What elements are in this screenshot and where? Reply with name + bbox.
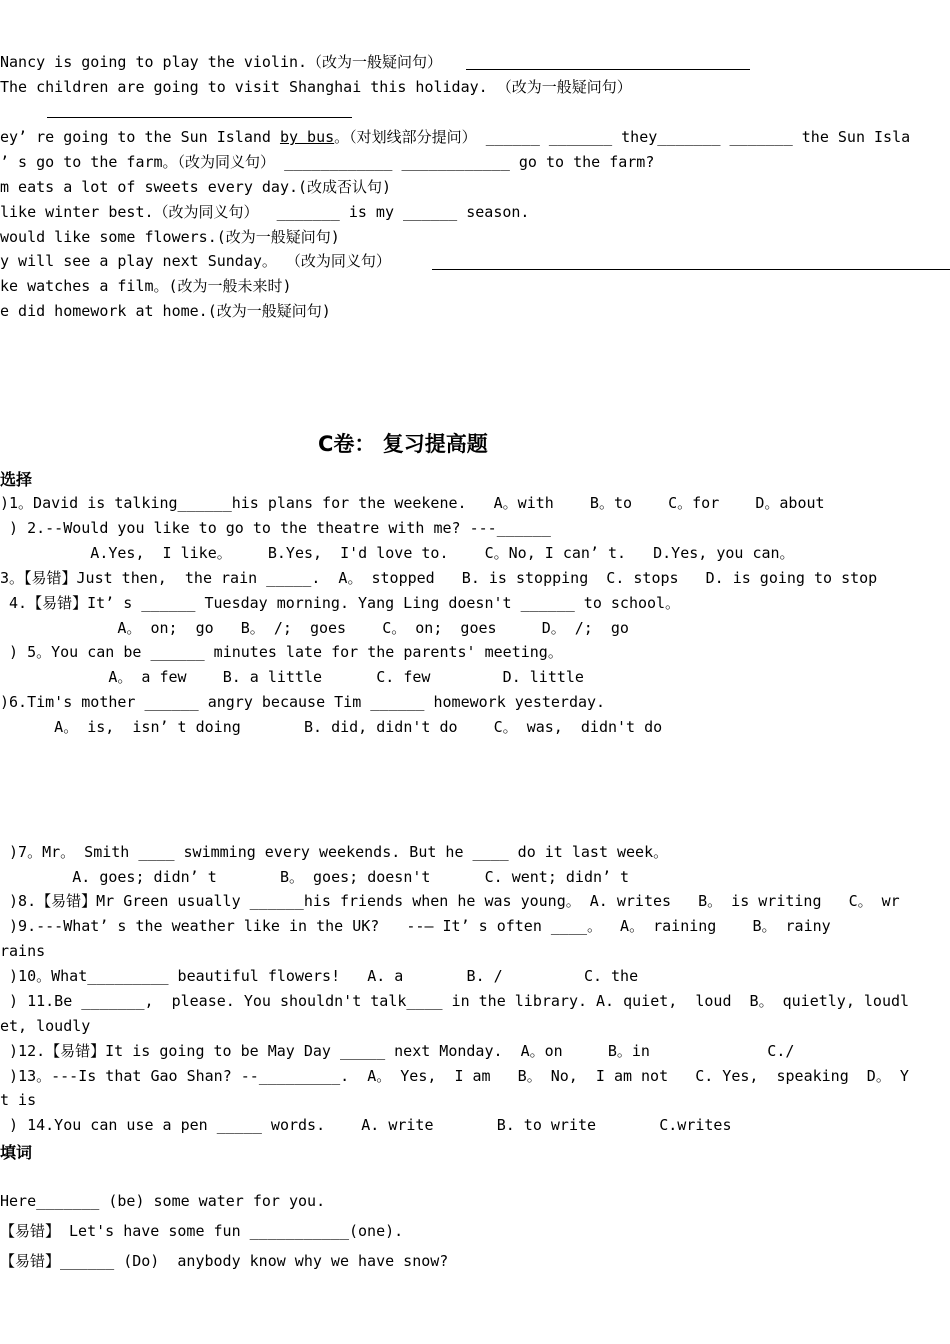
options-line: rains bbox=[0, 942, 46, 960]
options-line: A。 on; go B。 /; goes C。 on; goes D。 /; go bbox=[0, 619, 629, 637]
question-line: 4.【易错】It’ s ______ Tuesday morning. Yang Ling doesn't ______ to school。 bbox=[0, 594, 681, 612]
question-line: ) 2.--Would you like to go to the theatre with me? ---______ bbox=[0, 519, 551, 537]
exercise-text: 。（对划线部分提问） ______ _______ they_______ _______ the Sun Isla bbox=[334, 128, 911, 146]
exercise-line: ke watches a film。(改为一般未来时) bbox=[0, 277, 292, 295]
question-line: )13。---Is that Gao Shan? --_________. A。 Yes, I am B。 No, I am not C. Yes, speaking D。 Y bbox=[0, 1067, 909, 1085]
question-line: )7。Mr。 Smith ____ swimming every weekends. But he ____ do it last week。 bbox=[0, 843, 669, 861]
exercise-line: Nancy is going to play the violin.（改为一般疑问句） bbox=[0, 53, 443, 71]
exercise-line bbox=[0, 127, 910, 147]
section-heading-fill: 填词 bbox=[0, 1143, 33, 1162]
question-line: )6.Tim's mother ______ angry because Tim ______ homework yesterday. bbox=[0, 693, 606, 711]
answer-blank-line bbox=[466, 69, 750, 70]
exercise-line: m eats a lot of sweets every day.(改成否认句) bbox=[0, 178, 392, 196]
exercise-line: e did homework at home.(改为一般疑问句) bbox=[0, 302, 331, 320]
exercise-line: like winter best.（改为同义句） _______ is my ______ season. bbox=[0, 203, 530, 221]
underlined-phrase: by bus bbox=[279, 128, 335, 146]
question-line: )9.---What’ s the weather like in the UK? --— It’ s often ____。 A。 raining B。 rainy bbox=[0, 917, 831, 935]
exercise-line: ’ s go to the farm。（改为同义句） ____________ ____________ go to the farm? bbox=[0, 153, 655, 171]
fill-line: Here_______ (be) some water for you. bbox=[0, 1192, 326, 1210]
options-line: t is bbox=[0, 1091, 37, 1109]
fill-line: 【易错】______ (Do) anybody know why we have snow? bbox=[0, 1252, 449, 1270]
exercise-line: The children are going to visit Shanghai this holiday. （改为一般疑问句） bbox=[0, 78, 632, 96]
options-line: A.Yes, I like。 B.Yes, I'd love to. C。No, I can’ t. D.Yes, you can。 bbox=[0, 544, 795, 562]
section-title: C卷： 复习提高题 bbox=[318, 432, 488, 456]
exercise-line: y will see a play next Sunday。 （改为同义句） bbox=[0, 252, 391, 270]
section-heading-choice: 选择 bbox=[0, 470, 33, 489]
question-line: ) 5。You can be ______ minutes late for the parents' meeting。 bbox=[0, 643, 563, 661]
options-line: A。 a few B. a little C. few D. little bbox=[0, 668, 584, 686]
options-line: et, loudly bbox=[0, 1017, 91, 1035]
question-line: 3。【易错】Just then, the rain _____. A。 stopped B. is stopping C. stops D. is going to stop bbox=[0, 569, 878, 587]
question-line: )12.【易错】It is going to be May Day _____ next Monday. A。on B。in C./ bbox=[0, 1042, 795, 1060]
options-line: A。 is, isn’ t doing B. did, didn't do C。 was, didn't do bbox=[0, 718, 663, 736]
answer-blank-line bbox=[432, 269, 950, 270]
exercise-line: would like some flowers.(改为一般疑问句) bbox=[0, 228, 340, 246]
question-line: )1。David is talking______his plans for the weekene. A。with B。to C。for D。about bbox=[0, 494, 825, 512]
question-line: ) 14.You can use a pen _____ words. A. write B. to write C.writes bbox=[0, 1116, 732, 1134]
question-line: ) 11.Be _______, please. You shouldn't talk____ in the library. A. quiet, loud B。 quietly, loudl bbox=[0, 992, 910, 1010]
answer-blank-line bbox=[47, 117, 352, 118]
question-line: )10。What_________ beautiful flowers! A. a B. / C. the bbox=[0, 967, 639, 985]
question-line: )8.【易错】Mr Green usually ______his friends when he was young。 A. writes B。 is writing C。 wr bbox=[0, 892, 900, 910]
options-line: A. goes; didn’ t B。 goes; doesn't C. went; didn’ t bbox=[0, 868, 630, 886]
fill-line: 【易错】 Let's have some fun ___________(one). bbox=[0, 1222, 404, 1240]
exercise-text: ey’ re going to the Sun Island bbox=[0, 128, 280, 146]
